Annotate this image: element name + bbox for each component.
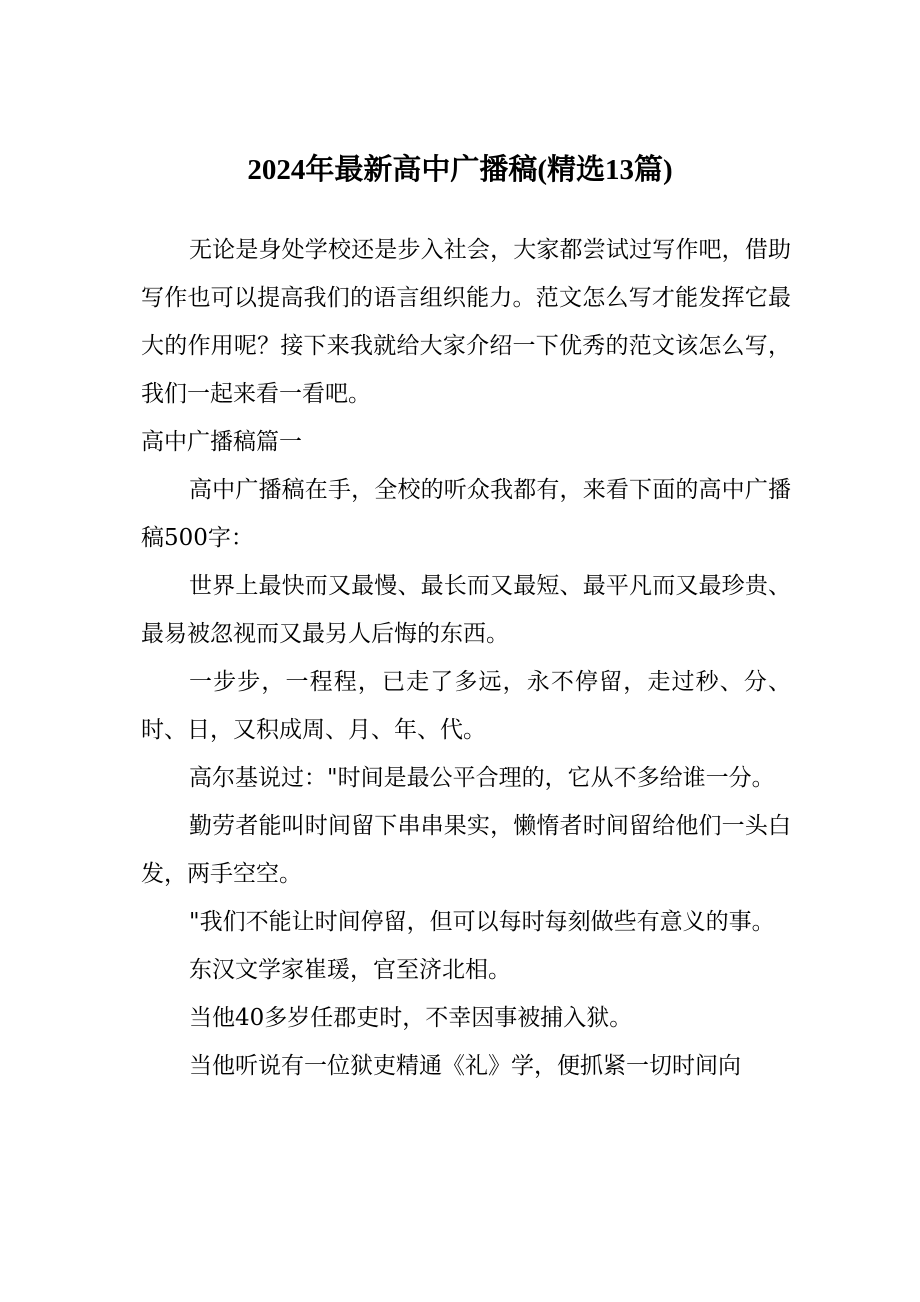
- paragraph: 当他40多岁任郡吏时，不幸因事被捕入狱。: [189, 1005, 633, 1031]
- paragraph: 世界上最快而又最慢、最长而又最短、最平凡而又最珍贵、最易被忽视而又最另人后悔的东西。: [141, 573, 791, 647]
- paragraph: 当他听说有一位狱吏精通《礼》学，便抓紧一切时间向: [189, 1053, 741, 1079]
- document-title: 2024年最新高中广播稿(精选13篇): [247, 154, 673, 186]
- document-body: [141, 226, 791, 1090]
- paragraph: 一步步，一程程，已走了多远，永不停留，走过秒、分、时、日，又积成周、月、年、代。: [141, 669, 791, 743]
- paragraph: 勤劳者能叫时间留下串串果实，懒惰者时间留给他们一头白发，两手空空。: [141, 813, 791, 887]
- paragraph: 高中广播稿在手，全校的听众我都有，来看下面的高中广播稿500字：: [141, 477, 791, 551]
- paragraph: 东汉文学家崔瑗，官至济北相。: [189, 957, 511, 983]
- paragraph: 高尔基说过："时间是最公平合理的，它从不多给谁一分。: [189, 765, 775, 791]
- paragraph: "我们不能让时间停留，但可以每时每刻做些有意义的事。: [189, 909, 775, 935]
- paragraph-intro: 无论是身处学校还是步入社会，大家都尝试过写作吧，借助写作也可以提高我们的语言组织能力。范文怎么写才能发挥它最大的作用呢？接下来我就给大家介绍一下优秀的范文该怎么写，我们一起来看一看吧。: [141, 237, 791, 407]
- section-heading: 高中广播稿篇一: [141, 429, 302, 455]
